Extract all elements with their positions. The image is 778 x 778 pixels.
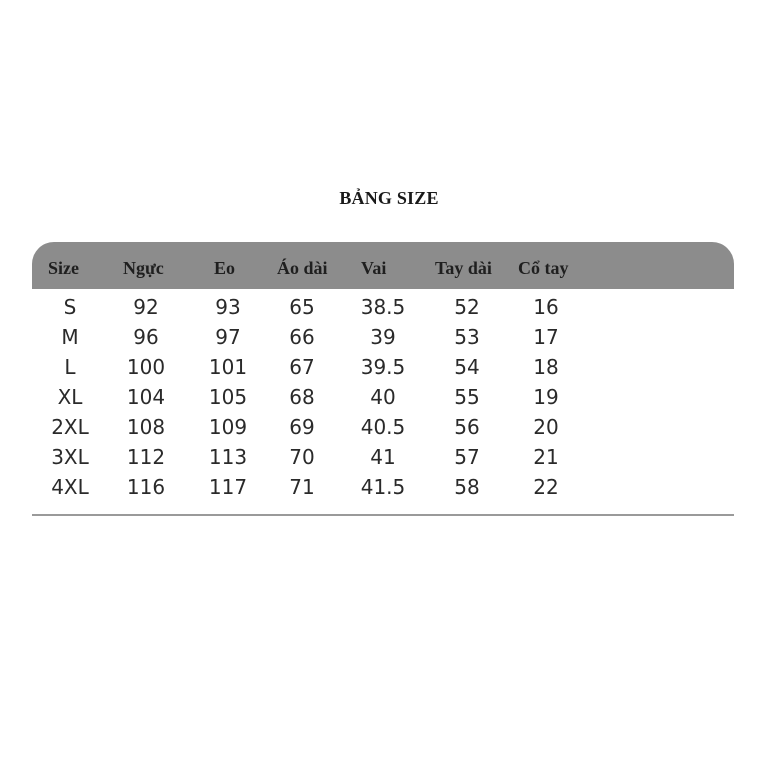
header-vai: Vai (361, 258, 387, 278)
cell-ao-dai: 70 (289, 445, 315, 469)
header-nguc: Ngực (123, 258, 164, 278)
cell-size: 3XL (51, 445, 89, 469)
table-bottom-divider (32, 514, 734, 516)
header-co-tay: Cổ tay (518, 258, 569, 278)
cell-vai: 41.5 (360, 475, 406, 499)
table-header (32, 242, 734, 289)
cell-co-tay: 19 (533, 385, 559, 409)
cell-co-tay: 17 (533, 325, 559, 349)
cell-eo: 109 (208, 415, 248, 439)
cell-tay-dai: 57 (454, 445, 480, 469)
cell-ao-dai: 68 (289, 385, 315, 409)
cell-co-tay: 20 (533, 415, 559, 439)
cell-ao-dai: 71 (289, 475, 315, 499)
table-row (0, 412, 778, 442)
cell-nguc: 100 (126, 355, 166, 379)
cell-eo: 113 (208, 445, 248, 469)
table-row (0, 352, 778, 382)
cell-nguc: 96 (133, 325, 159, 349)
cell-size: M (61, 325, 79, 349)
header-eo: Eo (214, 258, 236, 278)
table-row (0, 382, 778, 412)
table-row (0, 472, 778, 502)
cell-ao-dai: 65 (289, 295, 315, 319)
cell-co-tay: 18 (533, 355, 559, 379)
cell-eo: 93 (215, 295, 241, 319)
cell-eo: 101 (208, 355, 248, 379)
cell-tay-dai: 53 (454, 325, 480, 349)
cell-eo: 97 (215, 325, 241, 349)
cell-eo: 105 (208, 385, 248, 409)
page-title: BẢNG SIZE (339, 188, 439, 208)
cell-vai: 38.5 (360, 295, 406, 319)
cell-tay-dai: 56 (454, 415, 480, 439)
cell-nguc: 92 (133, 295, 159, 319)
table-row (0, 292, 778, 322)
cell-tay-dai: 58 (454, 475, 480, 499)
cell-vai: 39 (370, 325, 396, 349)
cell-vai: 40.5 (360, 415, 406, 439)
cell-vai: 41 (370, 445, 396, 469)
cell-eo: 117 (208, 475, 248, 499)
cell-nguc: 116 (126, 475, 166, 499)
cell-co-tay: 22 (533, 475, 559, 499)
cell-size: S (63, 295, 77, 319)
cell-ao-dai: 66 (289, 325, 315, 349)
table-body (0, 292, 778, 502)
header-size: Size (48, 258, 79, 278)
cell-tay-dai: 55 (454, 385, 480, 409)
cell-size: 4XL (51, 475, 89, 499)
cell-nguc: 112 (126, 445, 166, 469)
cell-tay-dai: 52 (454, 295, 480, 319)
cell-size: XL (57, 385, 83, 409)
cell-co-tay: 21 (533, 445, 559, 469)
cell-vai: 40 (370, 385, 396, 409)
cell-size: L (64, 355, 76, 379)
cell-nguc: 108 (126, 415, 166, 439)
cell-ao-dai: 69 (289, 415, 315, 439)
cell-co-tay: 16 (533, 295, 559, 319)
cell-nguc: 104 (126, 385, 166, 409)
cell-size: 2XL (51, 415, 89, 439)
cell-ao-dai: 67 (289, 355, 315, 379)
cell-vai: 39.5 (360, 355, 406, 379)
header-tay-dai: Tay dài (435, 258, 492, 278)
header-ao-dai: Áo dài (277, 258, 328, 278)
table-row (0, 442, 778, 472)
table-row (0, 322, 778, 352)
cell-tay-dai: 54 (454, 355, 480, 379)
